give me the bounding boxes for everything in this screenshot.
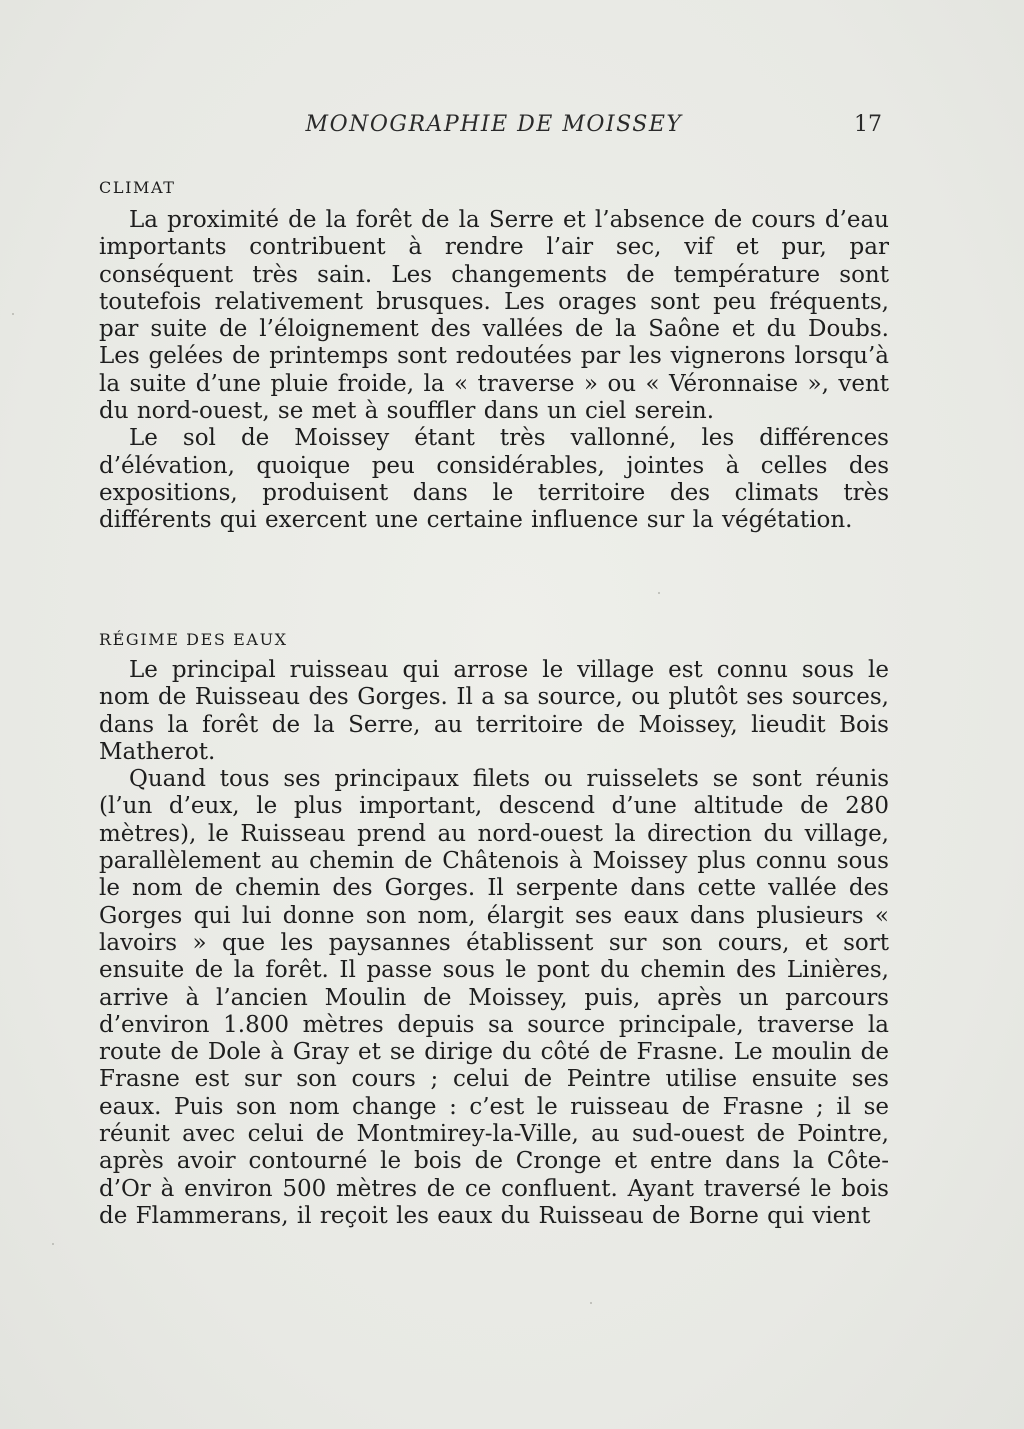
paragraph: La proximité de la forêt de la Serre et l’absence de cours d’eau importants contribuent à rendre l’air sec, vif et pur, par conséquent très sain. Les changements de température sont toutefois relativement brusques. Les orages sont peu fréquents, par suite de l’éloignement des vallées de la Saône et du Doubs. Les gelées de printemps sont redoutées par les vignerons lorsqu’à la suite d’une pluie froide, la « traverse » ou « Véronnaise », vent du nord-ouest, se met à souffler dans un ciel serein.: [99, 207, 889, 425]
paper-speck: [12, 313, 14, 315]
section-heading: CLIMAT: [99, 178, 176, 197]
paragraph: Quand tous ses principaux filets ou ruisselets se sont réunis (l’un d’eux, le plus important, descend d’une altitude de 280 mètres), le Ruisseau prend au nord-ouest la direction du village, parallèlement au chemin de Châtenois à Moissey plus connu sous le nom de chemin des Gorges. Il serpente dans cette vallée des Gorges qui lui donne son nom, élargit ses eaux dans plusieurs « lavoirs » que les paysannes établissent sur son cours, et sort ensuite de la forêt. Il passe sous le pont du chemin des Linières, arrive à l’ancien Moulin de Moissey, puis, après un parcours d’environ 1.800 mètres depuis sa source principale, traverse la route de Dole à Gray et se dirige du côté de Frasne. Le moulin de Frasne est sur son cours ; celui de Peintre utilise ensuite ses eaux. Puis son nom change : c’est le ruisseau de Frasne ; il se réunit avec celui de Montmirey-la-Ville, au sud-ouest de Pointre, après avoir contourné le bois de Cronge et entre dans la Côte-d’Or à environ 500 mètres de ce confluent. Ayant traversé le bois de Flammerans, il reçoit les eaux du Ruisseau de Borne qui vient: [99, 766, 889, 1229]
running-title: MONOGRAPHIE DE MOISSEY: [305, 112, 683, 137]
paper-speck: [658, 592, 660, 594]
section-heading: RÉGIME DES EAUX: [99, 630, 288, 649]
running-header: [100, 112, 888, 146]
page-number: 17: [854, 112, 882, 137]
paper-speck: [52, 1243, 54, 1245]
paragraph: Le sol de Moissey étant très vallonné, les différences d’élévation, quoique peu considérables, jointes à celles des expositions, produisent dans le territoire des climats très différents qui exercent une certaine influence sur la végétation.: [99, 425, 889, 534]
paragraph: Le principal ruisseau qui arrose le village est connu sous le nom de Ruisseau des Gorges. Il a sa source, ou plutôt ses sources, dans la forêt de la Serre, au territoire de Moissey, lieudit Bois Matherot.: [99, 657, 889, 765]
section-regime-des-eaux: [99, 630, 889, 1230]
paper-speck: [590, 1302, 592, 1304]
section-climat: [99, 178, 889, 535]
